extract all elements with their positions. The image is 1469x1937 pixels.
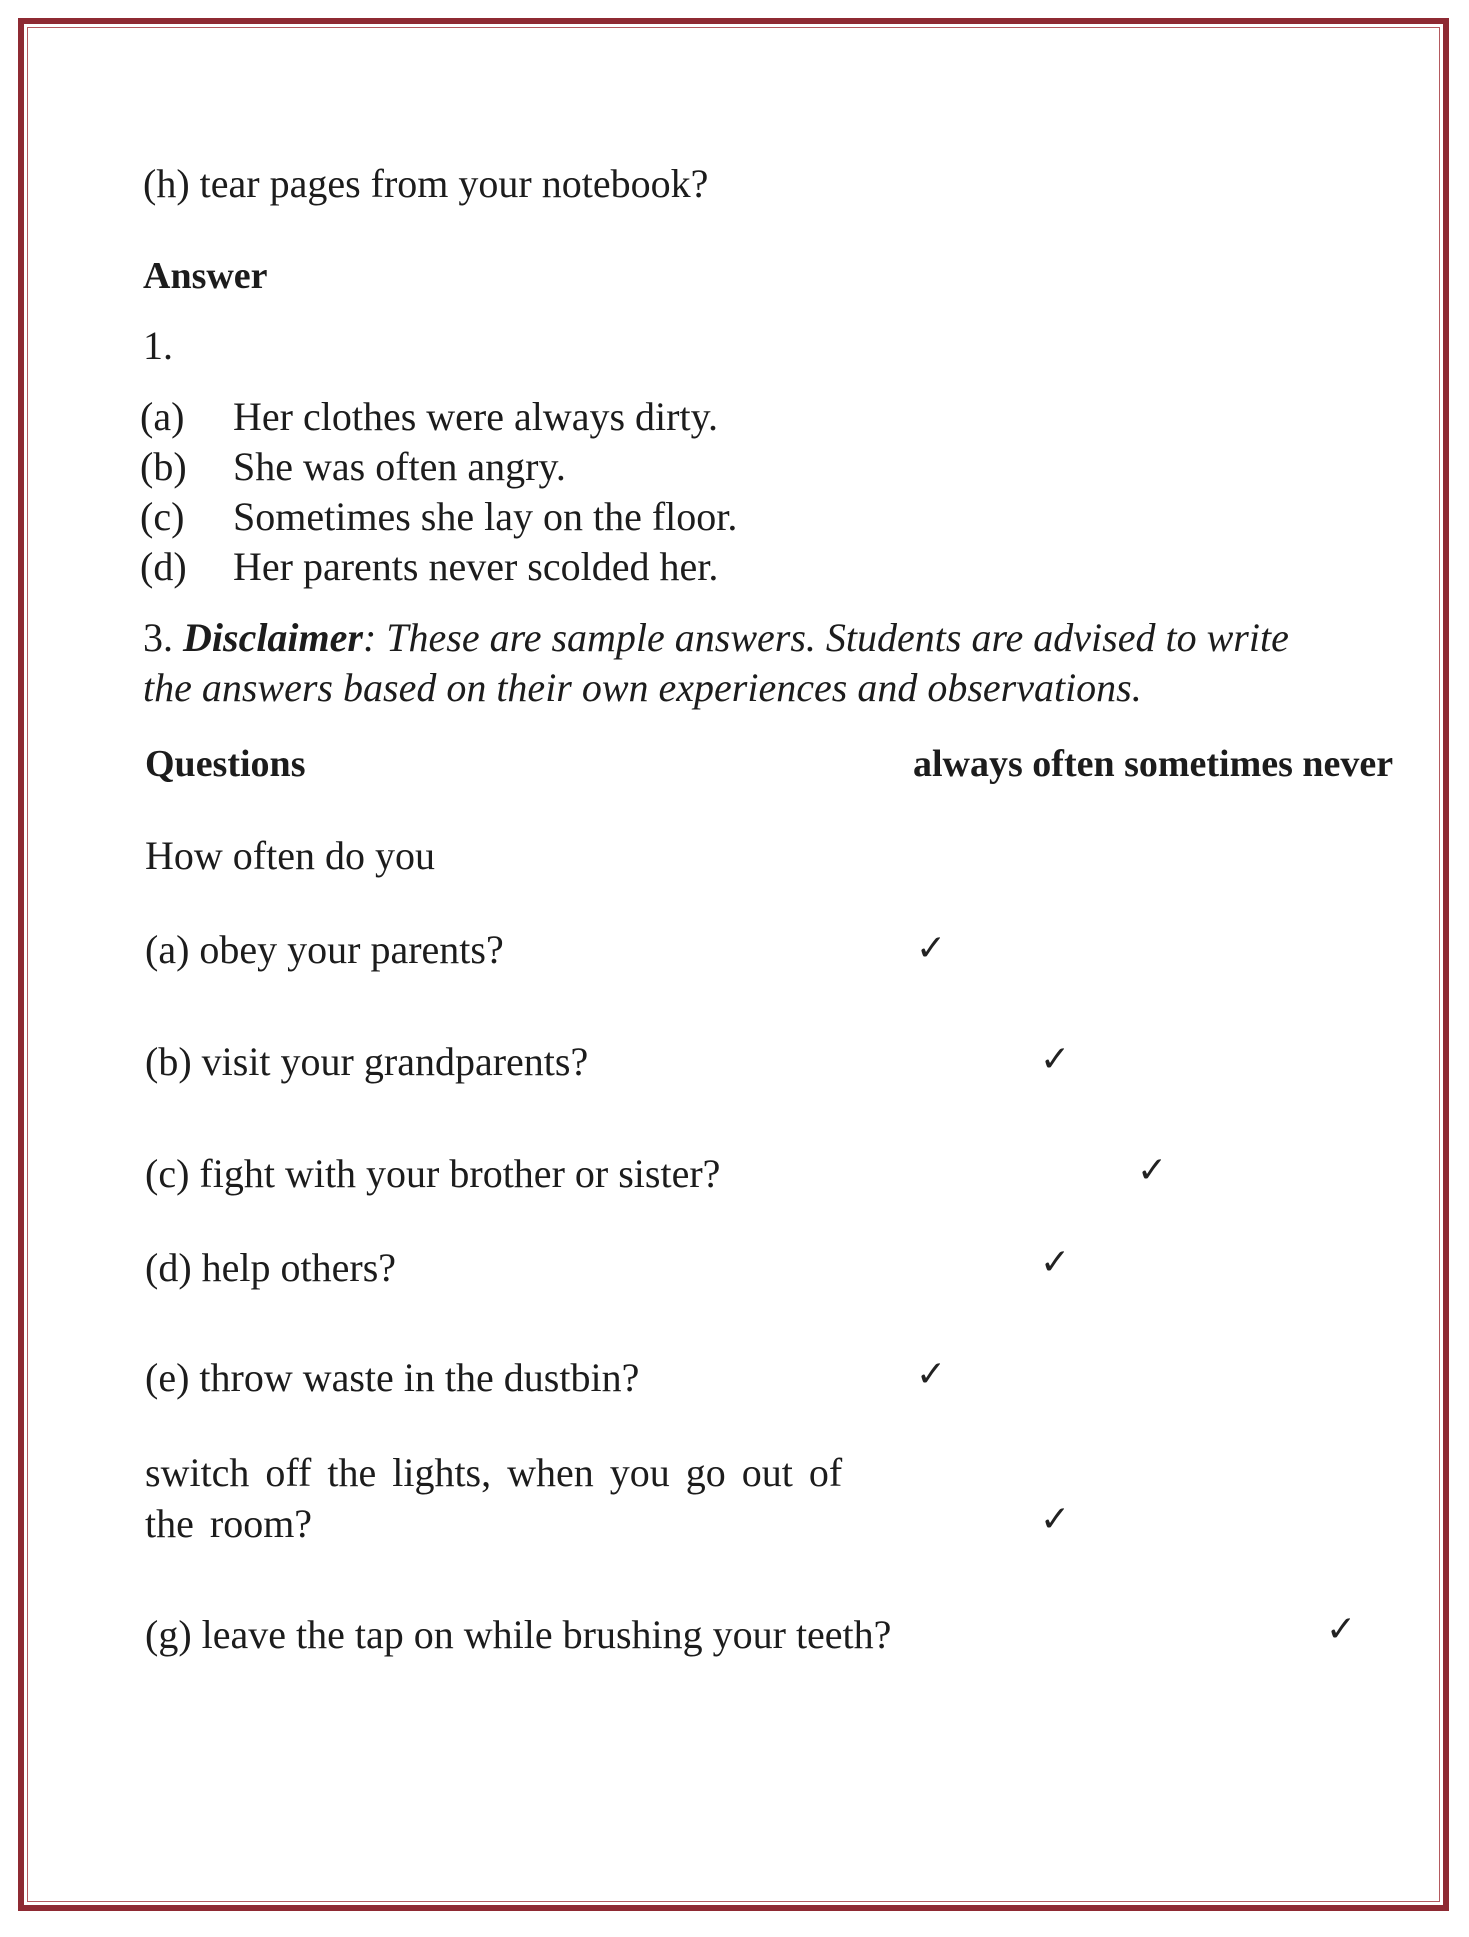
question-row-d: (d) help others? — [145, 1245, 397, 1290]
tick-sometimes-row-c: ✓ — [1137, 1150, 1168, 1191]
q1-number: 1. — [143, 323, 173, 368]
q1-item-label-a: (a) — [140, 394, 185, 439]
question-row-b: (b) visit your grandparents? — [145, 1039, 589, 1084]
tick-never-row-g: ✓ — [1326, 1609, 1357, 1650]
tick-always-row-e: ✓ — [916, 1354, 947, 1395]
tick-often-row-f: ✓ — [1040, 1499, 1071, 1540]
disclaimer-text-2: the answers based on their own experiences and observations. — [143, 665, 1142, 710]
q3-number: 3. — [143, 615, 173, 660]
question-row-e: (e) throw waste in the dustbin? — [145, 1355, 640, 1400]
tick-often-row-d: ✓ — [1040, 1242, 1071, 1283]
q1-item-text-d: Her parents never scolded her. — [233, 544, 719, 589]
question-row-g: (g) leave the tap on while brushing your teeth? — [145, 1612, 892, 1657]
disclaimer-text-1: : These are sample answers. Students are advised to write — [362, 615, 1289, 660]
q1-item-label-b: (b) — [140, 444, 187, 489]
q1-item-label-d: (d) — [140, 544, 187, 589]
lead-question: (h) tear pages from your notebook? — [143, 161, 709, 206]
tick-always-row-a: ✓ — [916, 928, 947, 969]
intro-text: How often do you — [145, 833, 435, 878]
disclaimer-label: Disclaimer — [183, 615, 363, 660]
questions-header: Questions — [145, 743, 306, 785]
q1-item-text-a: Her clothes were always dirty. — [233, 394, 718, 439]
answer-heading: Answer — [143, 255, 268, 297]
tick-often-row-b: ✓ — [1040, 1039, 1071, 1080]
q1-item-label-c: (c) — [140, 494, 185, 539]
q1-item-text-b: She was often angry. — [233, 444, 566, 489]
frequency-header: always often sometimes never — [913, 743, 1394, 785]
q1-item-text-c: Sometimes she lay on the floor. — [233, 494, 738, 539]
question-row-a: (a) obey your parents? — [145, 927, 504, 972]
question-row-f: switch off the lights, when you go out of the room? — [145, 1450, 843, 1546]
question-row-c: (c) fight with your brother or sister? — [145, 1151, 721, 1196]
q3-disclaimer-line1 — [143, 614, 1289, 662]
